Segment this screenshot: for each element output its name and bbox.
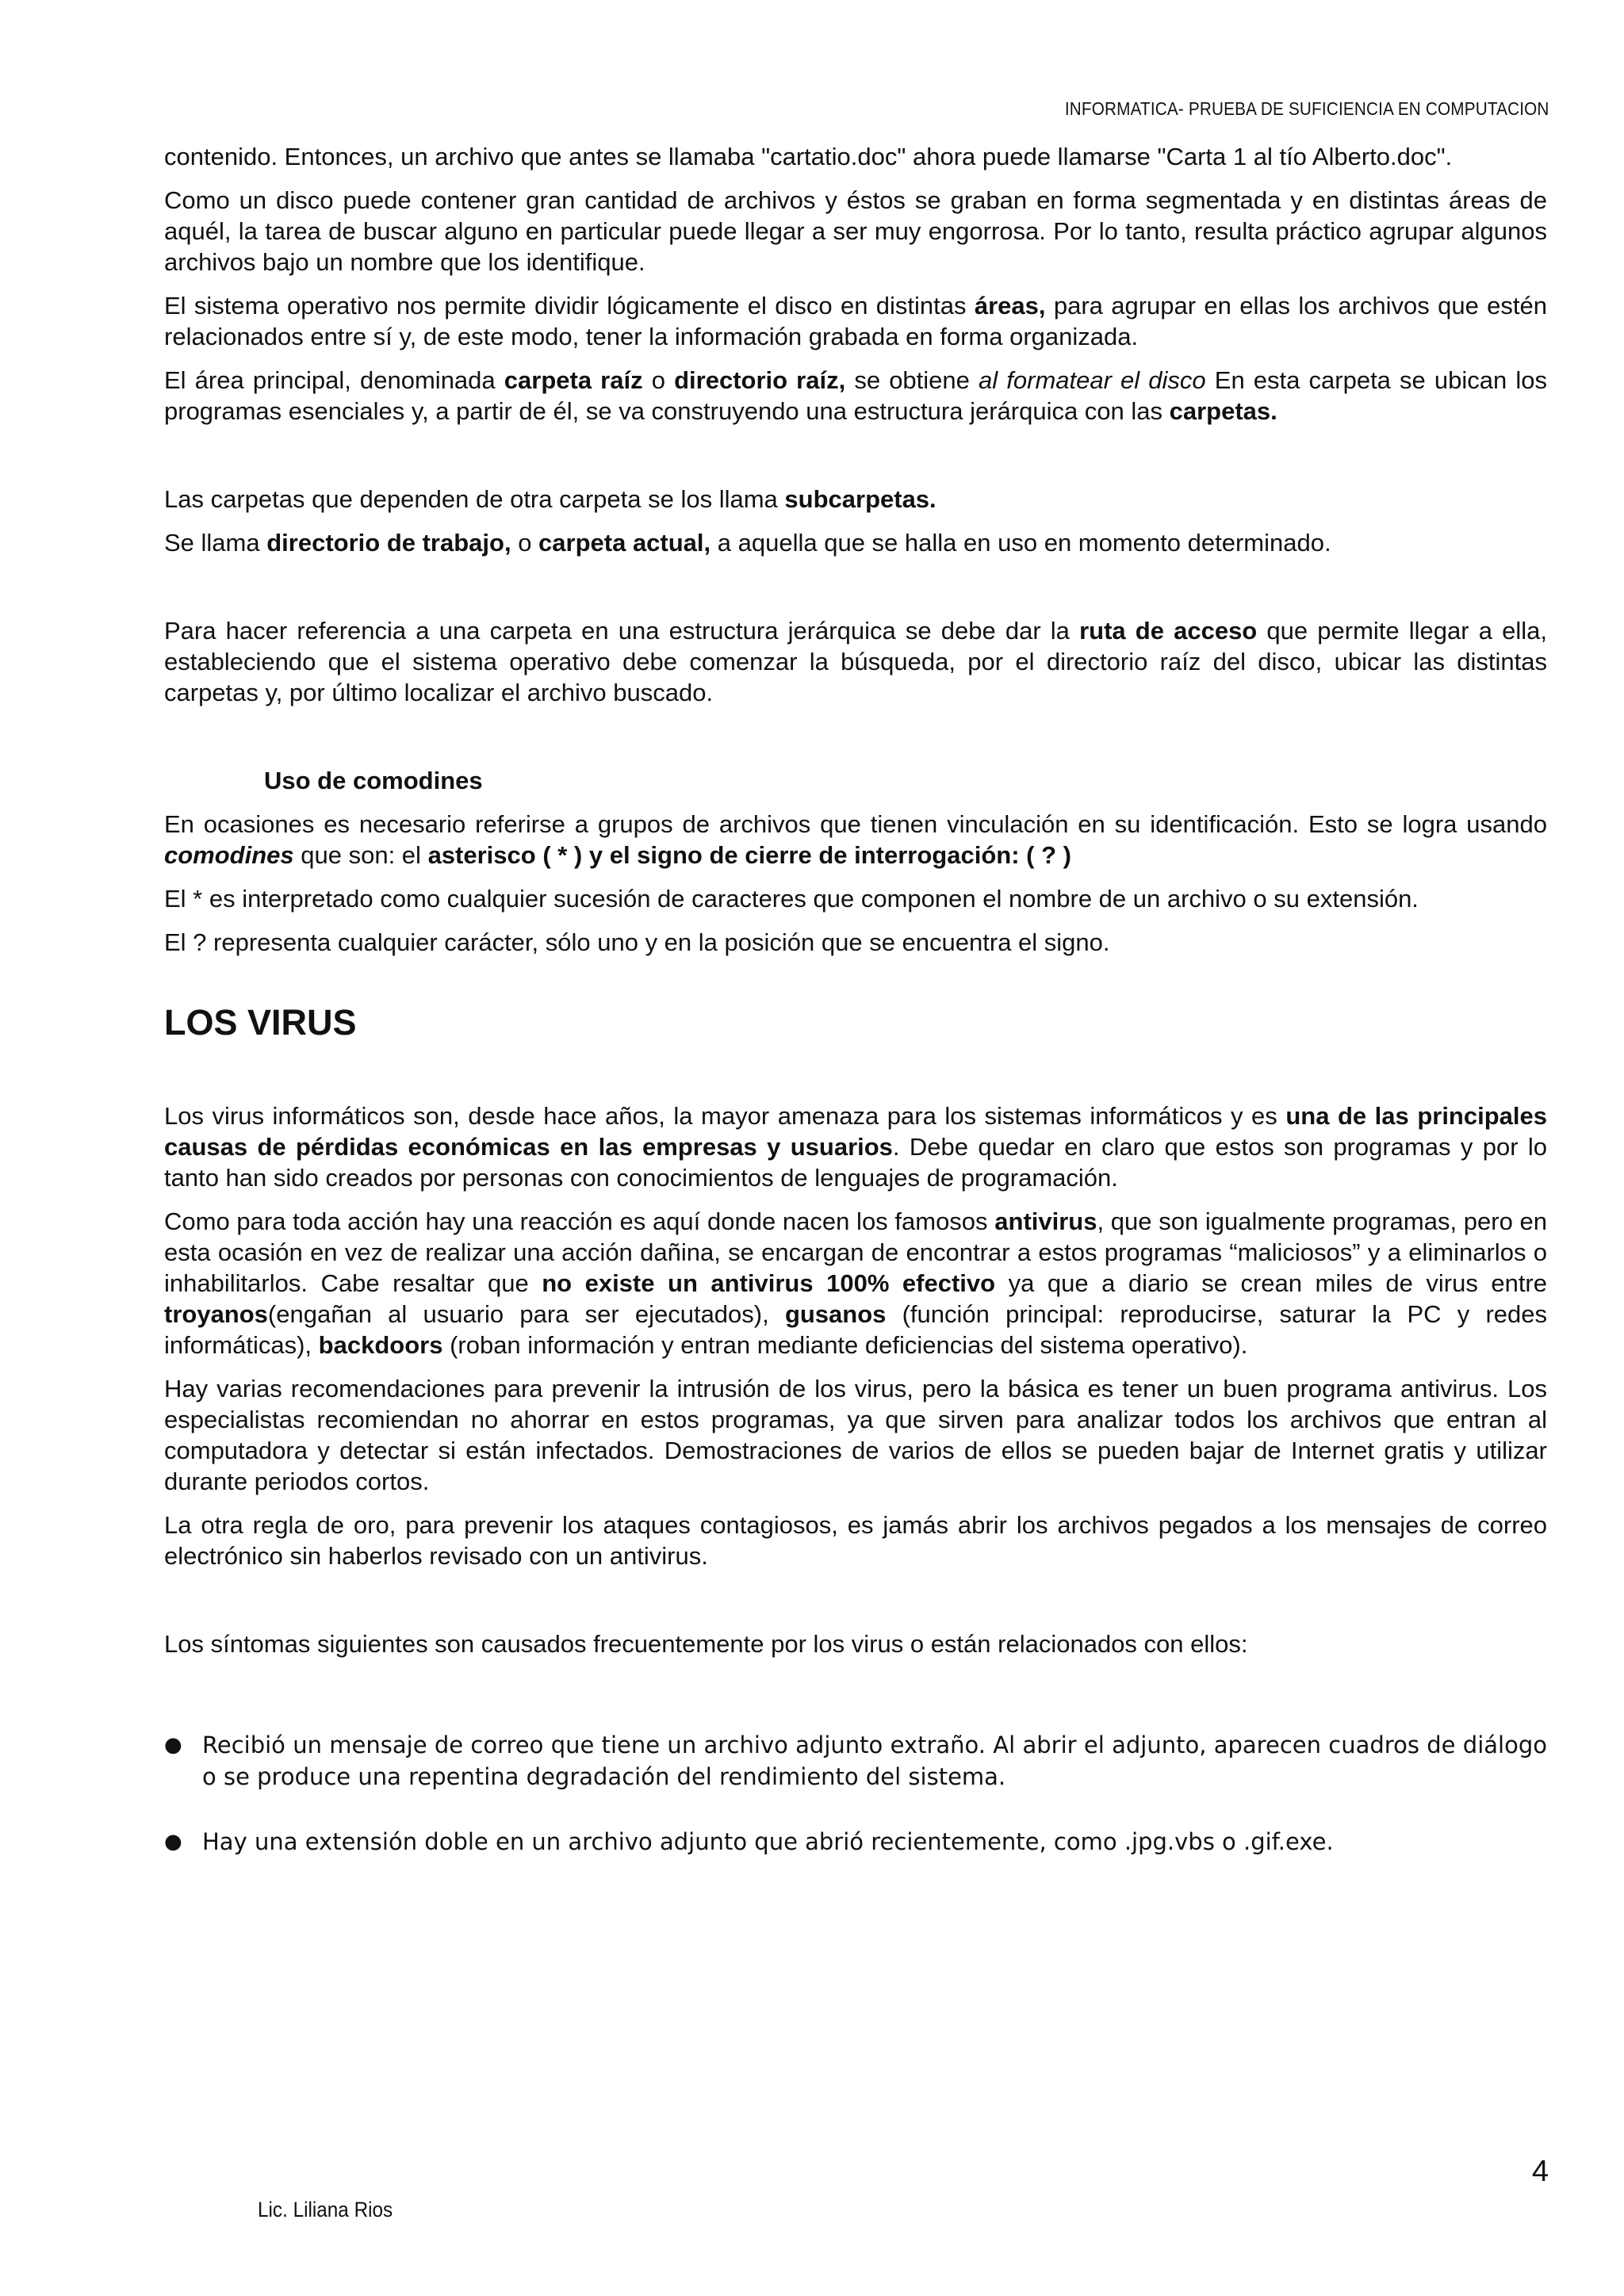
spacer <box>164 970 1547 1002</box>
symptom-list <box>164 1729 1547 1858</box>
paragraph-13: Hay varias recomendaciones para prevenir la intrusión de los virus, pero la básica es tener un buen programa antivirus. Los especialistas recomiendan no ahorrar en estos programas, ya que sirven para analizar todos los archivos que entran al computadora y detectar si están infectados. Demostraciones de varios de ellos se pueden bajar de Internet gratis y utilizar durante periodos cortos. <box>164 1375 1547 1495</box>
list-item: ● Recibió un mensaje de correo que tiene un archivo adjunto extraño. Al abrir el adjunto, aparecen cuadros de diálogo o se produce una repentina degradación del rendimiento del sistema. <box>164 1729 1547 1793</box>
paragraph-7: Para hacer referencia a una carpeta en una estructura jerárquica se debe dar la ruta de acceso que permite llegar a ella, estableciendo que el sistema operativo debe comenzar la búsqueda, por el directorio raíz del disco, ubicar las distintas carpetas y, por último localizar el archivo buscado. <box>164 617 1547 706</box>
bullet-icon: ● <box>164 1733 182 1757</box>
spacer <box>164 1043 1547 1100</box>
paragraph-8: En ocasiones es necesario referirse a grupos de archivos que tienen vinculación en su identificación. Esto se logra usando comodines que son: el asterisco ( * ) y el signo de cierre de interrogación: ( ? ) <box>164 810 1547 869</box>
paragraph-14: La otra regla de oro, para prevenir los ataques contagiosos, es jamás abrir los archivos pegados a los mensajes de correo electrónico sin haberlos revisado con un antivirus. <box>164 1511 1547 1570</box>
paragraph-2: Como un disco puede contener gran cantidad de archivos y éstos se graban en forma segmentada y en distintas áreas de aquél, la tarea de buscar alguno en particular puede llegar a ser muy engorrosa. Por lo tanto, resulta práctico agrupar algunos archivos bajo un nombre que los identifique. <box>164 186 1547 276</box>
paragraph-11: Los virus informáticos son, desde hace años, la mayor amenaza para los sistemas informáticos y es una de las principales causas de pérdidas económicas en las empresas y usuarios. Debe quedar en claro que estos son programas y por lo tanto han sido creados por personas con conocimientos de lenguajes de programación. <box>164 1102 1547 1192</box>
spacer <box>164 571 1547 615</box>
paragraph-15: Los síntomas siguientes son causados frecuentemente por los virus o están relacionados con ellos: <box>164 1630 1248 1658</box>
paragraph-12: Como para toda acción hay una reacción es aquí donde nacen los famosos antivirus, que son igualmente programas, pero en esta ocasión en vez de realizar una acción dañina, se encargan de encontrar a estos programas “maliciosos” y a eliminarlos o inhabilitarlos. Cabe resaltar que no existe un antivirus 100% efectivo ya que a diario se crean miles de virus entre troyanos(engañan al usuario para ser ejecutados), gusanos (función principal: reproducirse, saturar la PC y redes informáticas), backdoors (roban información y entran mediante deficiencias del sistema operativo). <box>164 1207 1547 1359</box>
paragraph-9: El * es interpretado como cualquier sucesión de caracteres que componen el nombre de un archivo o su extensión. <box>164 885 1419 913</box>
section-title: LOS VIRUS <box>164 1002 357 1043</box>
paragraph-1: contenido. Entonces, un archivo que antes se llamaba "cartatio.doc" ahora puede llamarse "Carta 1 al tío Alberto.doc". <box>164 143 1453 170</box>
page-header: INFORMATICA- PRUEBA DE SUFICIENCIA EN COMPUTACION <box>1065 98 1549 119</box>
paragraph-3: El sistema operativo nos permite dividir lógicamente el disco en distintas áreas, para agrupar en ellas los archivos que estén relacionados entre sí y, de este modo, tener la información grabada en forma organizada. <box>164 292 1548 350</box>
spacer <box>164 721 1547 765</box>
list-item: ● Hay una extensión doble en un archivo adjunto que abrió recientemente, como .jpg.vbs o .gif.exe. <box>164 1826 1547 1858</box>
paragraph-6: Se llama directorio de trabajo, o carpeta actual, a aquella que se halla en uso en momento determinado. <box>164 529 1331 557</box>
paragraph-4: El área principal, denominada carpeta raíz o directorio raíz, se obtiene al formatear el disco En esta carpeta se ubican los programas esenciales y, a partir de él, se va construyendo una estructura jerárquica con las carpetas. <box>164 366 1547 425</box>
page-number: 4 <box>1531 2155 1549 2188</box>
paragraph-10: El ? representa cualquier carácter, sólo uno y en la posición que se encuentra el signo. <box>164 928 1110 956</box>
paragraph-5: Las carpetas que dependen de otra carpeta se los llama subcarpetas. <box>164 485 936 513</box>
spacer <box>164 439 1547 484</box>
footer-author: Lic. Liliana Rios <box>258 2198 393 2221</box>
subheading-comodines: Uso de comodines <box>264 767 483 794</box>
page-body <box>164 141 1547 1891</box>
spacer <box>164 1584 1547 1628</box>
spacer <box>164 1672 1547 1729</box>
bullet-icon: ● <box>164 1830 182 1854</box>
